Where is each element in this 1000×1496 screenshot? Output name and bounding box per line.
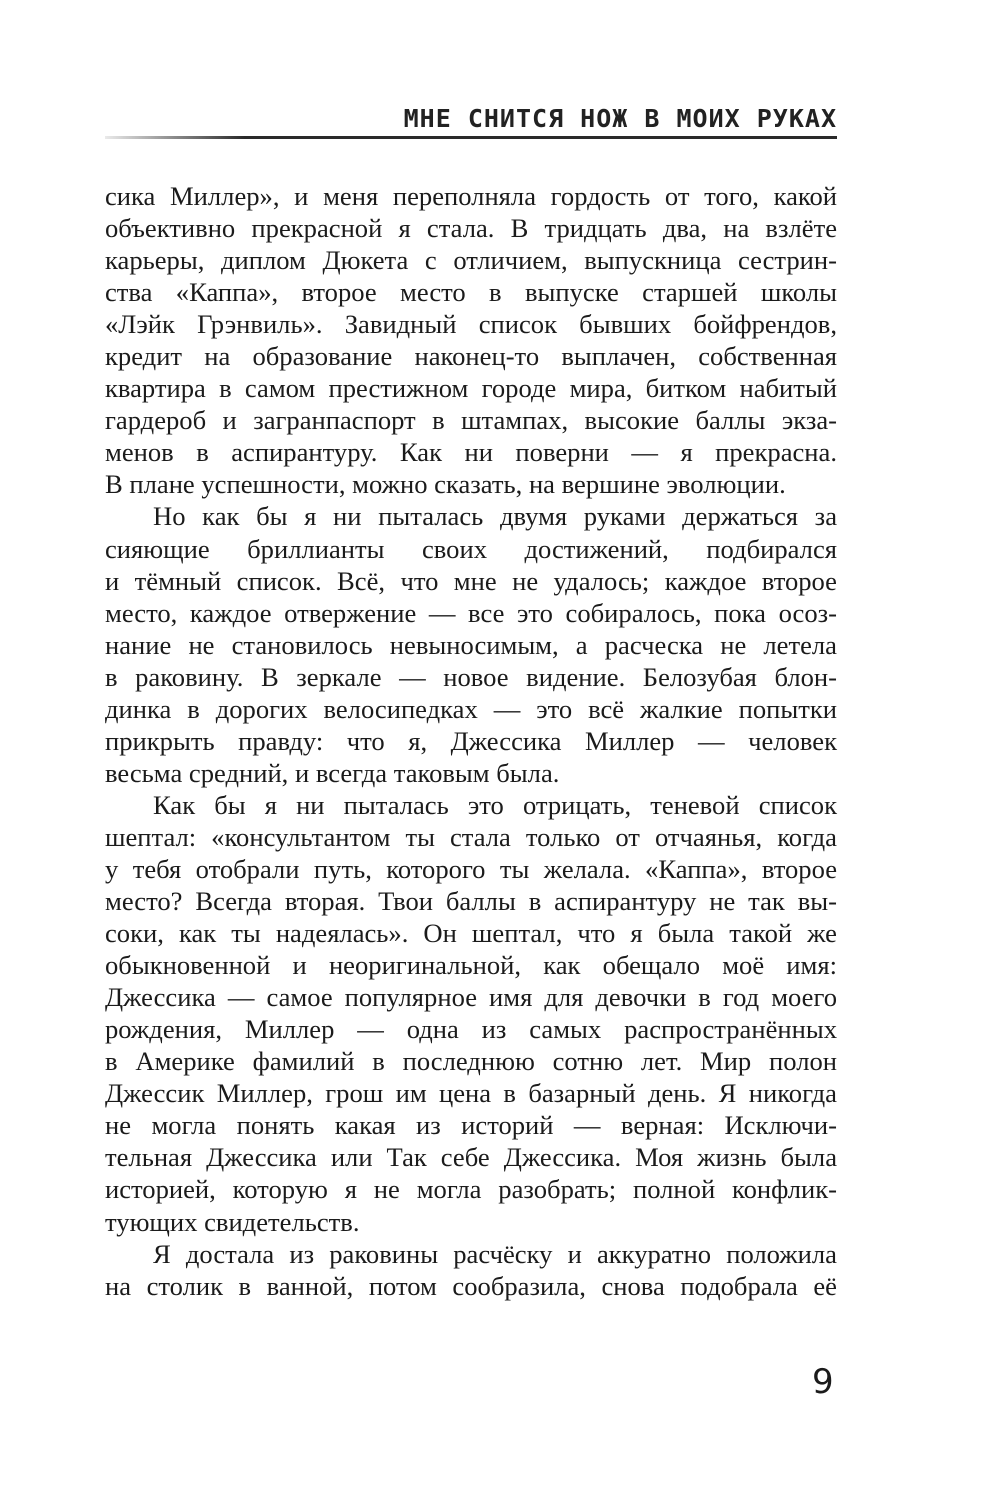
text-line: историей, которую я не могла разобрать; полной конфлик- <box>105 1174 837 1205</box>
text-line: место? Всегда вторая. Твои баллы в аспирантуру не так вы- <box>105 886 837 917</box>
running-head <box>105 92 837 138</box>
text-line: шептал: «консультантом ты стала только от отчаянья, когда <box>105 821 837 852</box>
text-line: тельная Джессика или Так себе Джессика. Моя жизнь была <box>105 1142 837 1173</box>
text-line: не могла понять какая из историй — верная: Исключи- <box>105 1110 837 1141</box>
text-line: объективно прекрасной я стала. В тридцать два, на взлёте <box>105 213 837 244</box>
text-line: квартира в самом престижном городе мира, битком набитый <box>105 373 837 404</box>
text-line: прикрыть правду: что я, Джессика Миллер — человек <box>105 725 837 756</box>
text-line: на столик в ванной, потом сообразила, снова подобрала её <box>105 1270 837 1301</box>
text-line: соки, как ты надеялась». Он шептал, что я была такой же <box>105 918 837 949</box>
paragraph <box>105 789 837 1238</box>
running-head-title: МНЕ СНИТСЯ НОЖ В МОИХ РУКАХ <box>403 104 837 133</box>
paragraph <box>105 1238 837 1302</box>
body-text <box>105 180 837 1302</box>
text-line: Как бы я ни пыталась это отрицать, теневой список <box>153 789 837 820</box>
text-line: динка в дорогих велосипедках — это всё жалкие попытки <box>105 693 837 724</box>
text-line: Я достала из раковины расчёску и аккуратно положила <box>153 1238 837 1269</box>
text-line: карьеры, диплом Дюкета с отличием, выпускница сестрин- <box>105 245 837 276</box>
text-line: место, каждое отвержение — все это собиралось, пока осоз- <box>105 597 837 628</box>
text-line: В плане успешности, можно сказать, на вершине эволюции. <box>105 469 786 500</box>
text-line: и тёмный список. Всё, что мне не удалось; каждое второе <box>105 565 837 596</box>
paragraph <box>105 500 837 788</box>
text-line: в раковину. В зеркале — новое видение. Белозубая блон- <box>105 661 837 692</box>
text-line: менов в аспирантуру. Как ни поверни — я прекрасна. <box>105 437 837 468</box>
text-line: весьма средний, и всегда таковым была. <box>105 757 560 788</box>
text-line: кредит на образование наконец-то выплачен, собственная <box>105 341 837 372</box>
text-line: «Лэйк Грэнвиль». Завидный список бывших бойфрендов, <box>105 309 837 340</box>
text-line: рождения, Миллер — одна из самых распространённых <box>105 1014 837 1045</box>
text-line: Но как бы я ни пыталась двумя руками держаться за <box>153 501 837 532</box>
header-rule <box>105 136 837 139</box>
text-line: у тебя отобрали путь, которого ты желала. «Каппа», второе <box>105 853 837 884</box>
text-line: сияющие бриллианты своих достижений, подбирался <box>105 533 837 564</box>
text-line: гардероб и загранпаспорт в штампах, высокие баллы экза- <box>105 405 837 436</box>
text-line: ства «Каппа», второе место в выпуске старшей школы <box>105 277 837 308</box>
page-number: 9 <box>812 1362 834 1402</box>
text-line: нание не становилось невыносимым, а расческа не летела <box>105 629 837 660</box>
paragraph <box>105 180 837 500</box>
text-line: Джессик Миллер, грош им цена в базарный день. Я никогда <box>105 1078 837 1109</box>
text-line: Джессика — самое популярное имя для девочки в год моего <box>105 982 837 1013</box>
text-line: в Америке фамилий в последнюю сотню лет. Мир полон <box>105 1046 837 1077</box>
text-line: сика Миллер», и меня переполняла гордость от того, какой <box>105 181 837 211</box>
text-line: обыкновенной и неоригинальной, как обещало моё имя: <box>105 950 837 981</box>
text-line: тующих свидетельств. <box>105 1206 360 1237</box>
